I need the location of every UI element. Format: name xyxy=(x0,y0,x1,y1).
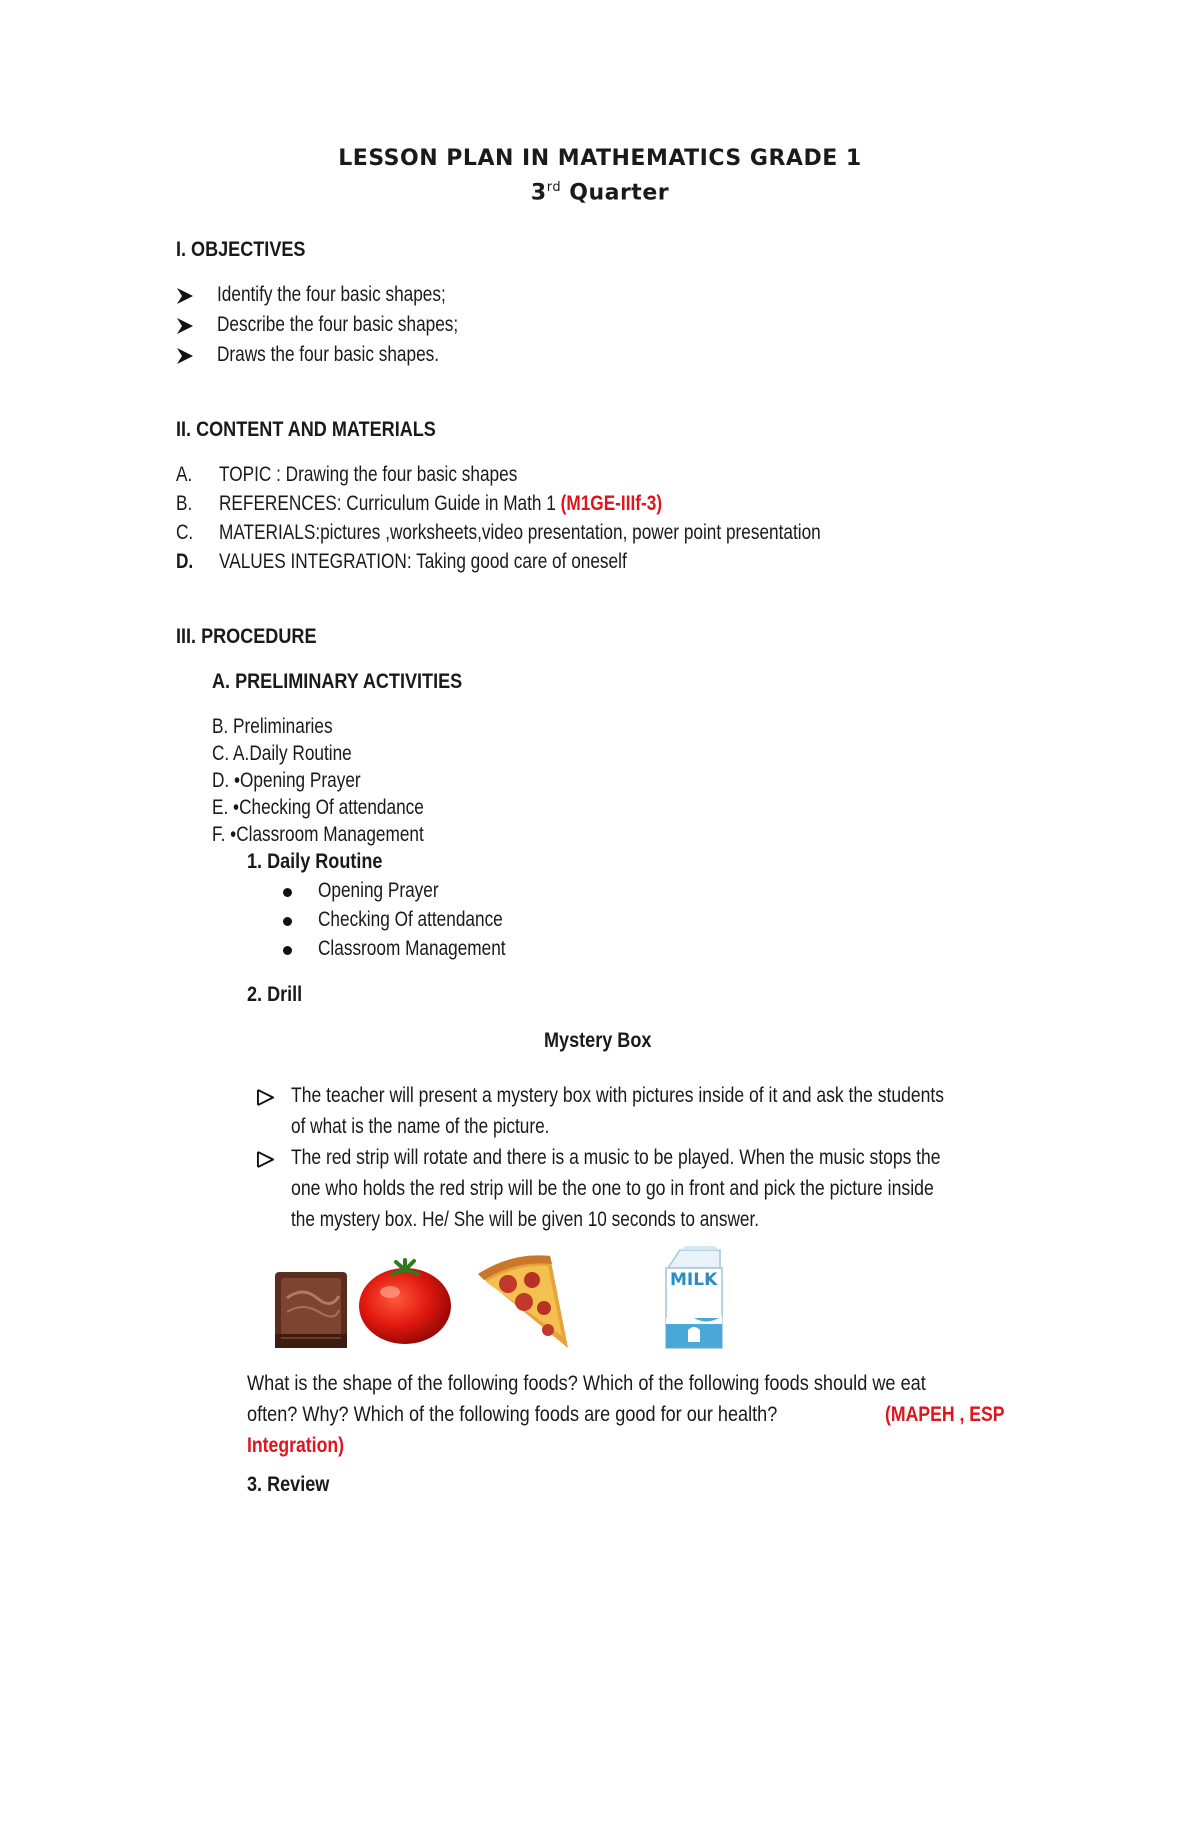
integration-label: (MAPEH , ESP xyxy=(885,1403,1005,1426)
procedure-heading: III. PROCEDURE xyxy=(176,625,317,648)
prelim-item: C. A.Daily Routine xyxy=(212,742,352,765)
content-letter: B. xyxy=(176,492,193,515)
drill-step-line: The red strip will rotate and there is a music to be played. When the music stops the xyxy=(291,1146,941,1169)
question-line-with-integration xyxy=(247,1399,1027,1430)
objective-item: Draws the four basic shapes. xyxy=(217,343,440,366)
chocolate-cake-image xyxy=(273,1268,349,1357)
document-title: LESSON PLAN IN MATHEMATICS GRADE 1 xyxy=(338,146,862,171)
quarter-superscript: rd xyxy=(546,180,562,195)
daily-routine-item: Opening Prayer xyxy=(318,879,439,902)
bullet-dot-icon xyxy=(283,946,292,955)
drill-step-line: of what is the name of the picture. xyxy=(291,1115,550,1138)
pizza-slice-image xyxy=(472,1250,570,1355)
mystery-box-title: Mystery Box xyxy=(544,1029,652,1052)
prelim-item: F. •Classroom Management xyxy=(212,823,424,846)
drill-step-line: one who holds the red strip will be the one to go in front and pick the picture inside xyxy=(291,1177,934,1200)
daily-routine-heading: 1. Daily Routine xyxy=(247,850,383,873)
objective-item: Describe the four basic shapes; xyxy=(217,313,459,336)
question-line: often? Why? Which of the following foods are good for our health? xyxy=(247,1403,778,1426)
objective-item: Identify the four basic shapes; xyxy=(217,283,446,306)
daily-routine-item: Checking Of attendance xyxy=(318,908,503,931)
drill-step-line: The teacher will present a mystery box with pictures inside of it and ask the students xyxy=(291,1084,945,1107)
tomato-image xyxy=(356,1256,454,1351)
content-text: REFERENCES: Curriculum Guide in Math 1 xyxy=(219,492,561,515)
prelim-item: B. Preliminaries xyxy=(212,715,333,738)
drill-step xyxy=(291,1142,1026,1235)
content-item-references xyxy=(219,492,662,516)
objectives-heading: I. OBJECTIVES xyxy=(176,238,306,261)
content-letter: C. xyxy=(176,521,194,544)
bullet-dot-icon xyxy=(283,888,292,897)
content-item-materials xyxy=(219,521,821,545)
milk-carton-image xyxy=(660,1246,728,1355)
integration-label: Integration) xyxy=(247,1434,345,1457)
bullet-dot-icon xyxy=(283,917,292,926)
review-heading: 3. Review xyxy=(247,1473,330,1496)
drill-step-line: the mystery box. He/ She will be given 10 seconds to answer. xyxy=(291,1208,760,1231)
milk-label: MILK xyxy=(670,1270,718,1290)
question-line: What is the shape of the following foods? Which of the following foods should we eat xyxy=(247,1372,926,1395)
prelim-item: E. •Checking Of attendance xyxy=(212,796,424,819)
content-item-values xyxy=(219,550,627,574)
content-text: TOPIC : Drawing the four basic shapes xyxy=(219,463,518,486)
content-letter: A. xyxy=(176,463,193,486)
content-letter: D. xyxy=(176,550,194,573)
content-heading: II. CONTENT AND MATERIALS xyxy=(176,418,436,441)
quarter-subtitle xyxy=(0,180,1200,205)
content-text: MATERIALS:pictures ,worksheets,video presentation, power point presentation xyxy=(219,521,821,544)
drill-heading: 2. Drill xyxy=(247,983,303,1006)
content-text: VALUES INTEGRATION: Taking good care of oneself xyxy=(219,550,627,573)
content-item-topic xyxy=(219,463,517,487)
prelim-item: D. •Opening Prayer xyxy=(212,769,361,792)
quarter-number: 3 xyxy=(530,180,547,206)
drill-step xyxy=(291,1080,1026,1142)
daily-routine-item: Classroom Management xyxy=(318,937,506,960)
food-question-paragraph xyxy=(247,1368,1027,1461)
quarter-word: Quarter xyxy=(569,180,670,206)
preliminary-activities-heading: A. PRELIMINARY ACTIVITIES xyxy=(212,670,463,693)
curriculum-code: (M1GE-IIIf-3) xyxy=(560,492,663,515)
